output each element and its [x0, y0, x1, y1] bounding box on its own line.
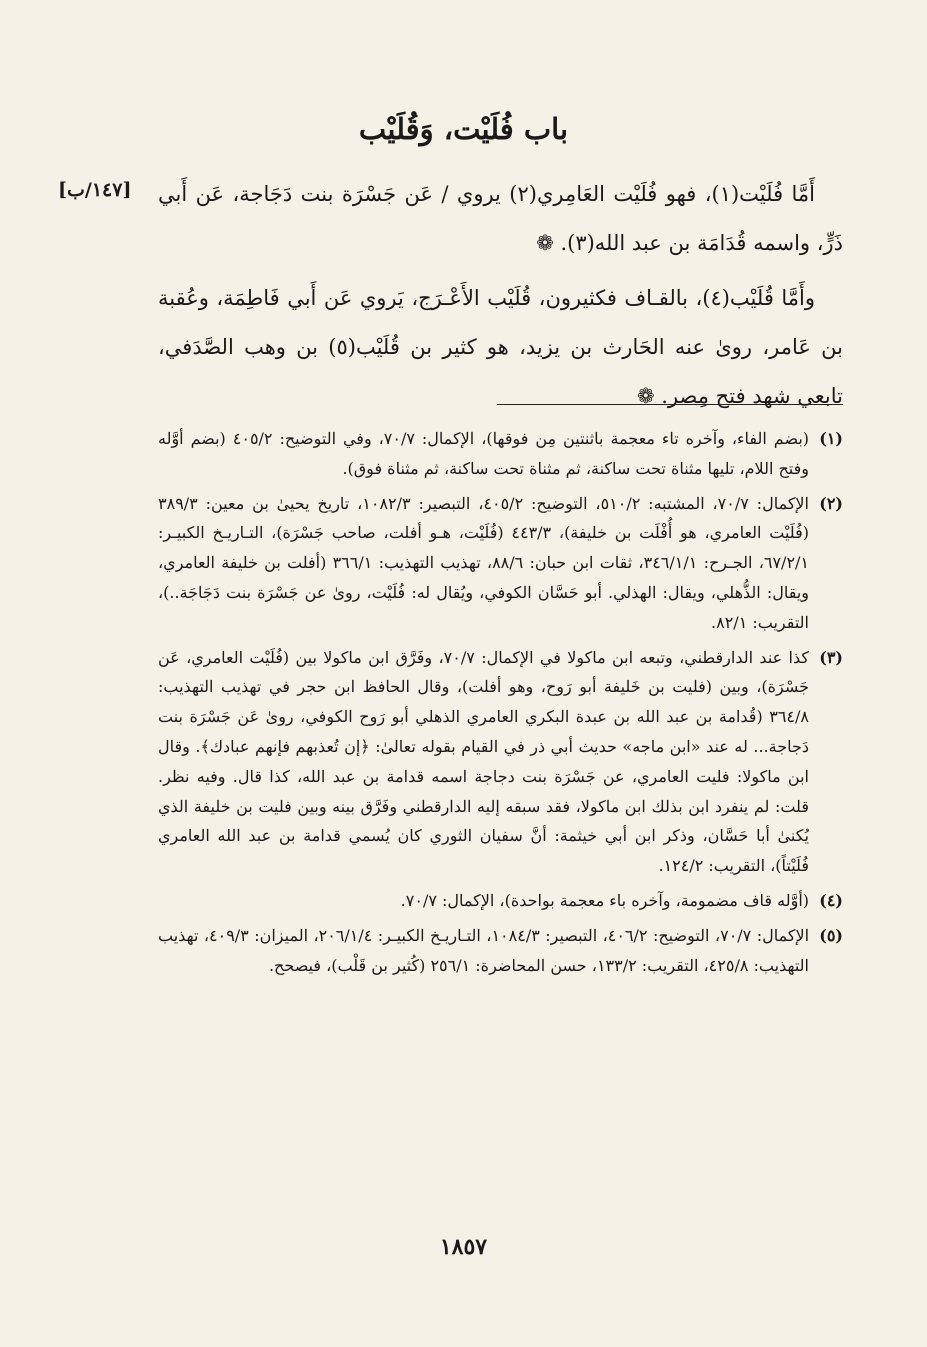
footnote-text: (بضم الفاء، وآخره تاء معجمة باثنتين مِن فوقها)، الإكمال: ٧٠/٧، وفي التوضيح: ٤٠٥/٢ (بضم أوَّله وفتح اللام، تليها مثناة تحت ساكنة، ثم مثناة تحت ساكنة، ثم مثناة فوق).: [158, 429, 810, 478]
footnote-number: (٣): [819, 647, 843, 667]
footnote-1: [158, 424, 843, 484]
footnote-3: [158, 643, 843, 881]
footnote-text: الإكمال: ٧٠/٧، المشتبه: ٥١٠/٢، التوضيح: ٤٠٥/٢، التبصير: ١٠٨٢/٣، تاريخ يحيىٰ بن معين: ٣٨٩/٣ (فُلَيْت العامري، هو أُفْلَت بن خليفة)، ٤٤٣/٣ (فُلَيْت، هـو أفلت، صاحب جَسْرَة)، التـاريـخ الكبيـر: ٦٧/٢/١، الجـرح: ٣٤٦/١/١، ثقات ابن حبان: ٨٨/٦، تهذيب التهذيب: ٣٦٦/١ (أفلت بن خليفة العامري، ويقال: الذُّهلي، ويقال: الهذلي. أبو حَسَّان الكوفي، ويُقال له: فُلَيْت، روىٰ عن جَسْرَة بنت دَجَاجَة..)، التقريب: ٨٢/١.: [158, 493, 810, 632]
footnote-text: (أوَّله قاف مضمومة، وآخره باء معجمة بواحدة)، الإكمال: ٧٠/٧.: [400, 890, 809, 910]
footnote-text: الإكمال: ٧٠/٧، التوضيح: ٤٠٦/٢، التبصير: ١٠٨٤/٣، التـاريـخ الكبيـر: ٢٠٦/١/٤، الميزان: ٤٠٩/٣، تهذيب التهذيب: ٤٢٥/٨، التقريب: ١٣٣/٢، حسن المحاضرة: ٢٥٦/١ (كُثير بن قَلْب)، فيصحح.: [158, 925, 810, 975]
footnote-separator-rule: [497, 404, 843, 405]
main-text: [158, 170, 843, 421]
footnote-number: (٢): [819, 493, 843, 513]
footnotes-section: [158, 424, 843, 985]
footnote-number: (١): [819, 429, 843, 448]
entry-paragraph-qulayb: وأَمَّا قُلَيْب(٤)، بالقـاف فكثيرون، قُلَيْب الأَعْـرَج، يَروي عَن أَبي فَاطِمَة، وعُقبة بن عَامر، روىٰ عنه الحَارث بن يزيد، هو كثير بن قُلَيْب(٥) بن وهب الصَّدَفي، تابعي شهد فتح مِصر. ❁: [158, 286, 843, 408]
footnote-2: [158, 489, 843, 638]
entry-paragraph-fulayt: أَمَّا فُلَيْت(١)، فهو فُلَيْت العَامِري(٢) يروي / عَن جَسْرَة بنت دَجَاجة، عَن أَبي ذَرٍّ، واسمه قُدَامَة بن عبد الله(٣). ❁: [158, 182, 843, 255]
footnote-4: [158, 886, 843, 916]
manuscript-folio-reference: [١٤٧/ب]: [58, 179, 132, 201]
footnote-text: كذا عند الدارقطني، وتبعه ابن ماكولا في الإكمال: ٧٠/٧، وفَرَّق ابن ماكولا بين (فُلَيْت العامري، عَن جَسْرَة)، وبين (فليت بن خَليفة أبو رَوح، وهو أفلت)، وقال الحافظ ابن حجر في تهذيب التهذيب: ٣٦٤/٨ (قُدامة بن عبد الله بن عبدة البكري العامري الذهلي أبو رَوح الكوفي، روىٰ عَن جَسْرَة بنت دَجاجة... له عند «ابن ماجه» حديث أبي ذر في القيام بقوله تعالىٰ: ﴿إن تُعذبهم فإنهم عبادك﴾. وقال ابن ماكولا: فليت العامري، عن جَسْرَة بنت دجاجة اسمه قدامة بن عبد الله، كذا قال. وفيه نظر. قلت: لم ينفرد ابن بذلك ابن ماكولا، فقد سبقه إليه الدارقطني وفَرَّق بينه وبين فليت بن خليفة الذي يُكنىٰ أبا حَسَّان، وذكر ابن أبي خيثمة: أنَّ سفيان الثوري كان يُسمي قدامة بن عبد الله العامري فُلَيْتاً)، التقريب: ١٢٤/٢.: [158, 647, 810, 876]
footnote-number: (٥): [819, 925, 843, 945]
chapter-heading: باب فُلَيْت، وَقُلَيْب: [358, 112, 569, 146]
footnote-number: (٤): [819, 890, 843, 910]
page-number: ١٨٥٧: [439, 1234, 488, 1260]
footnote-5: [158, 921, 843, 981]
